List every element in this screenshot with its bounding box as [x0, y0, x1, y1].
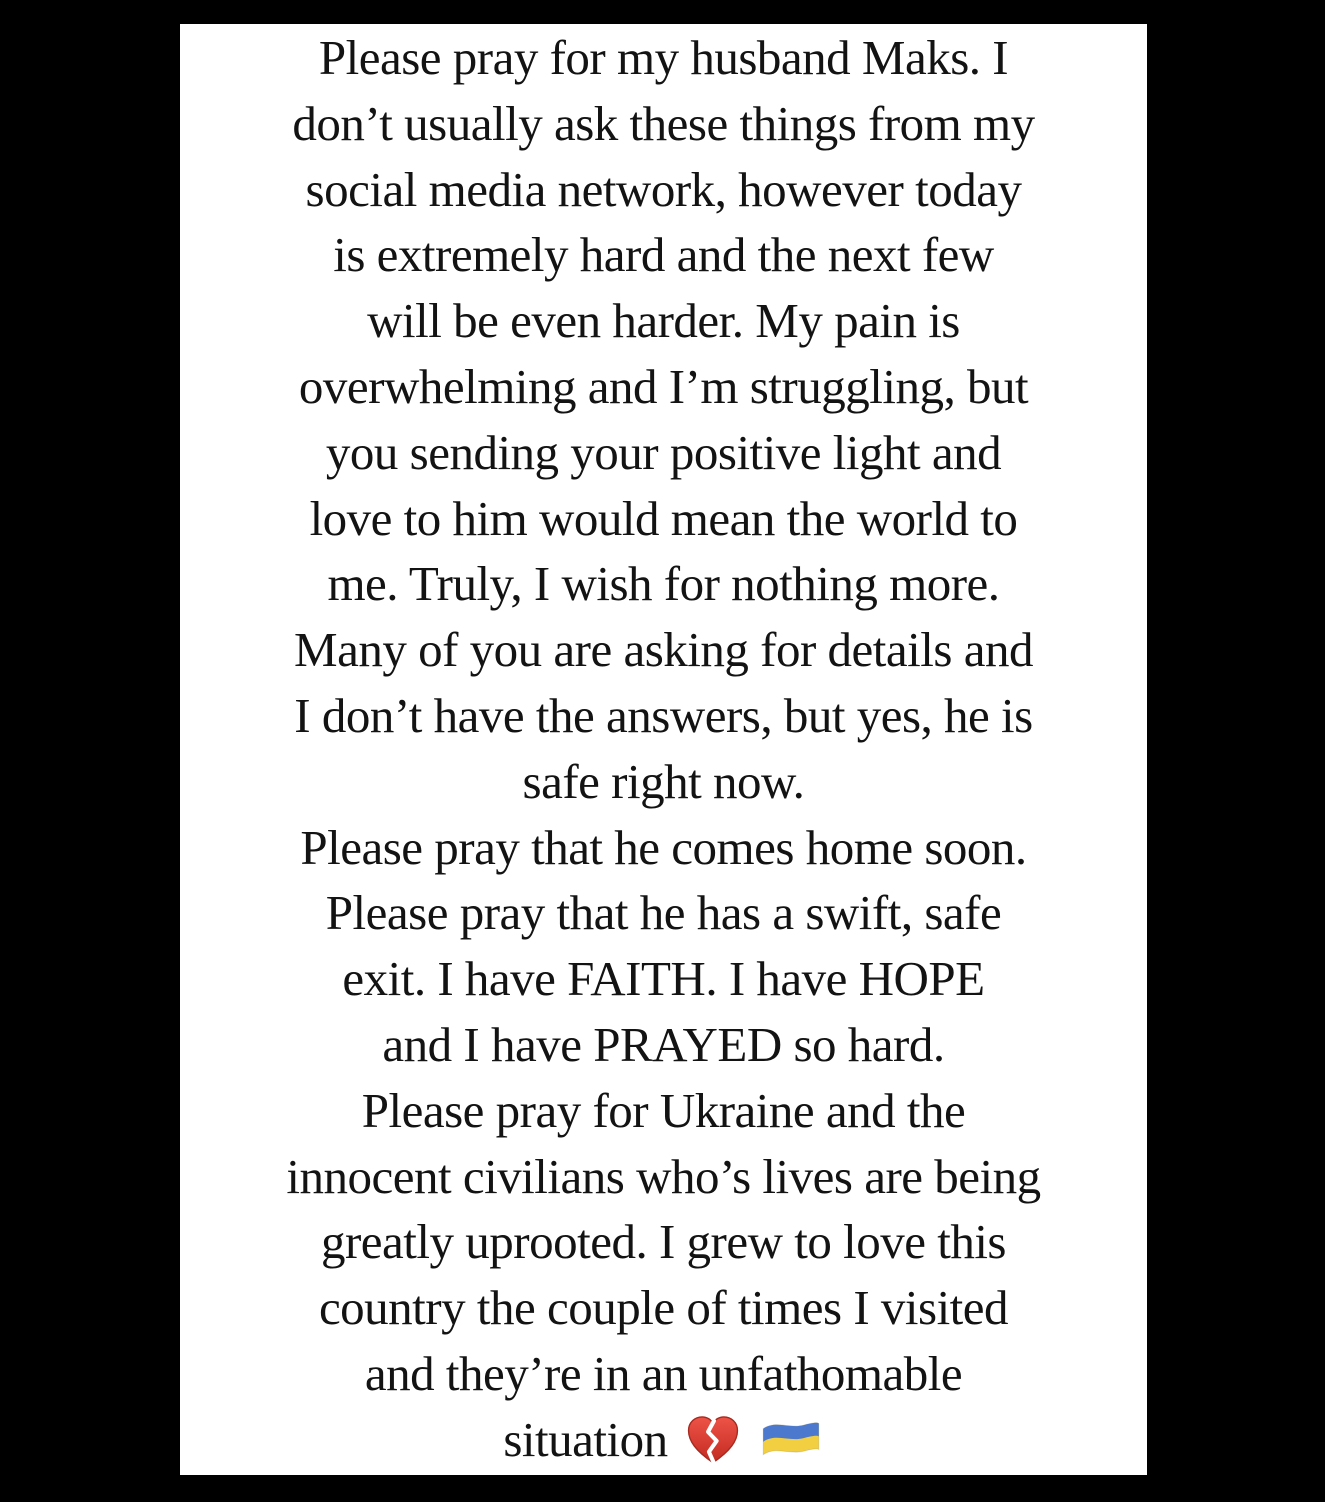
message-line: and I have PRAYED so hard. [382, 1016, 945, 1072]
message-line: innocent civilians who’s lives are being [286, 1148, 1041, 1204]
message-line: Many of you are asking for details and [294, 622, 1033, 678]
message-line: Please pray for my husband Maks. I [318, 30, 1009, 85]
ukraine-flag-emoji [758, 1415, 824, 1465]
message-line: overwhelming and I’m struggling, but [298, 358, 1029, 414]
message-line: Please pray that he has a swift, safe [325, 885, 1002, 941]
message-line: Please pray that he comes home soon. [300, 819, 1027, 875]
message-line: safe right now. [522, 753, 805, 809]
message-line: social media network, however today [305, 161, 1022, 217]
message-line: situation [503, 1412, 668, 1468]
message-line: I don’t have the answers, but yes, he is [294, 687, 1033, 743]
message-line: exit. I have FAITH. I have HOPE [342, 951, 985, 1007]
message-line: love to him would mean the world to [309, 490, 1018, 546]
message-line: don’t usually ask these things from my [292, 95, 1035, 151]
message-line: is extremely hard and the next few [333, 227, 994, 283]
message-line: and they’re in an unfathomable [364, 1345, 963, 1401]
message-line: Please pray for Ukraine and the [361, 1082, 966, 1138]
message-line: country the couple of times I visited [318, 1280, 1009, 1336]
message-line: greatly uprooted. I grew to love this [320, 1214, 1006, 1270]
story-card [180, 24, 1147, 1475]
message-line: you sending your positive light and [325, 424, 1002, 480]
message-line: me. Truly, I wish for nothing more. [327, 556, 1000, 612]
broken-heart-emoji [684, 1412, 742, 1468]
message-final-line [180, 1407, 1147, 1473]
message-line: will be even harder. My pain is [367, 293, 960, 349]
